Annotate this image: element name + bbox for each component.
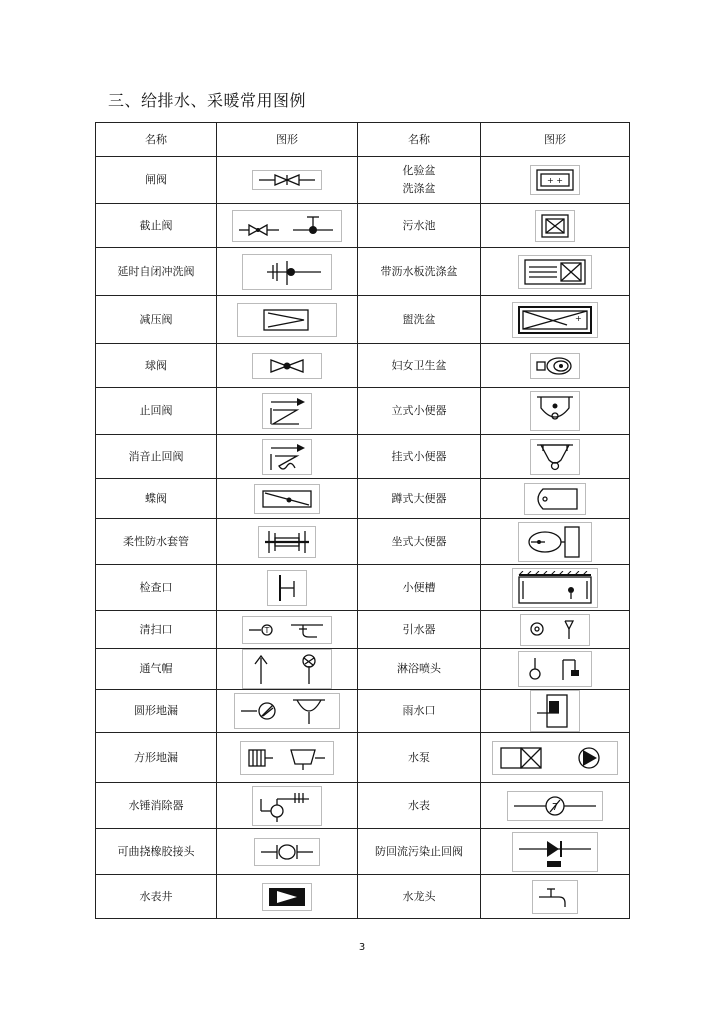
table-row <box>96 157 630 204</box>
header-name-right: 名称 <box>358 123 481 157</box>
item-symbol-right <box>481 204 630 248</box>
item-name-right: 蹲式大便器 <box>358 479 481 519</box>
item-name-right: 立式小便器 <box>358 388 481 435</box>
item-symbol-left <box>217 829 358 875</box>
item-symbol-left <box>217 565 358 611</box>
sewage-basin-icon <box>535 210 575 242</box>
item-name-right: 化验盆 洗涤盆 <box>358 157 481 204</box>
urinal-trough-icon <box>512 568 598 608</box>
item-symbol-left <box>217 296 358 344</box>
item-name-right: 污水池 <box>358 204 481 248</box>
svg-text:T: T <box>264 625 270 635</box>
shower-head-icon <box>518 651 592 687</box>
legend-table <box>95 122 630 919</box>
item-symbol-left <box>217 611 358 649</box>
item-name-right: 防回流污染止回阀 <box>358 829 481 875</box>
item-name-left: 延时自闭冲洗阀 <box>96 248 217 296</box>
svg-text:+ +: + + <box>547 176 563 185</box>
cleanout-icon <box>242 616 332 644</box>
item-name-right: 挂式小便器 <box>358 435 481 479</box>
item-symbol-right <box>481 296 630 344</box>
table-row <box>96 204 630 248</box>
item-symbol-left <box>217 435 358 479</box>
table-row <box>96 565 630 611</box>
table-row <box>96 296 630 344</box>
butterfly-valve-icon <box>254 484 320 514</box>
item-name-right: 水龙头 <box>358 875 481 919</box>
item-name-left: 截止阀 <box>96 204 217 248</box>
item-name-right: 坐式大便器 <box>358 519 481 565</box>
standing-urinal-icon <box>530 391 580 431</box>
table-row <box>96 479 630 519</box>
meter-well-icon <box>262 883 312 911</box>
item-symbol-left <box>217 248 358 296</box>
table-header-row <box>96 123 630 157</box>
table-row <box>96 733 630 783</box>
item-symbol-right <box>481 649 630 690</box>
table-row <box>96 611 630 649</box>
item-symbol-left <box>217 479 358 519</box>
item-symbol-right <box>481 829 630 875</box>
item-symbol-left <box>217 649 358 690</box>
item-symbol-right <box>481 611 630 649</box>
item-symbol-left <box>217 204 358 248</box>
item-name-left: 水表井 <box>96 875 217 919</box>
square-floor-drain-icon <box>240 741 334 775</box>
item-symbol-right <box>481 479 630 519</box>
delay-flush-valve-icon <box>242 254 332 290</box>
item-name-right: 水表 <box>358 783 481 829</box>
item-symbol-right <box>481 733 630 783</box>
section-title: 三、给排水、采暖常用图例 <box>108 91 307 110</box>
table-row <box>96 783 630 829</box>
drainboard-sink-icon <box>518 255 592 289</box>
item-symbol-left <box>217 344 358 388</box>
vent-cap-icon <box>242 649 332 689</box>
water-meter-icon <box>507 791 603 821</box>
item-symbol-right <box>481 344 630 388</box>
header-symbol-right: 图形 <box>481 123 630 157</box>
item-name-left: 通气帽 <box>96 649 217 690</box>
item-name-right: 妇女卫生盆 <box>358 344 481 388</box>
item-name-right: 水泵 <box>358 733 481 783</box>
bidet-icon <box>530 353 580 379</box>
item-symbol-left <box>217 733 358 783</box>
flexible-waterproof-sleeve-icon <box>258 526 316 558</box>
check-valve-icon <box>262 393 312 429</box>
svg-text:7: 7 <box>551 801 559 813</box>
item-symbol-right <box>481 783 630 829</box>
item-name-left: 消音止回阀 <box>96 435 217 479</box>
item-name-left: 水锤消除器 <box>96 783 217 829</box>
globe-valve-icon <box>232 210 342 242</box>
item-symbol-right <box>481 248 630 296</box>
item-name-left: 圆形地漏 <box>96 690 217 733</box>
item-name-left: 闸阀 <box>96 157 217 204</box>
item-symbol-left <box>217 519 358 565</box>
inspection-port-icon <box>267 570 307 606</box>
item-symbol-right <box>481 157 630 204</box>
flexible-rubber-joint-icon <box>254 838 320 866</box>
header-name-left: 名称 <box>96 123 217 157</box>
pressure-reducing-valve-icon <box>237 303 337 337</box>
item-name-right: 小便槽 <box>358 565 481 611</box>
table-row <box>96 649 630 690</box>
table-row <box>96 829 630 875</box>
table-row <box>96 690 630 733</box>
table-row <box>96 435 630 479</box>
round-floor-drain-icon <box>234 693 340 729</box>
page-number: 3 <box>358 942 366 953</box>
wash-basin-icon <box>512 302 598 338</box>
backflow-preventer-icon <box>512 832 598 872</box>
water-pump-icon <box>492 741 618 775</box>
table-row <box>96 519 630 565</box>
item-symbol-left <box>217 157 358 204</box>
wall-urinal-icon <box>530 439 580 475</box>
item-name-left: 方形地漏 <box>96 733 217 783</box>
item-symbol-left <box>217 783 358 829</box>
rainwater-inlet-icon <box>530 690 580 732</box>
item-name-left: 可曲挠橡胶接头 <box>96 829 217 875</box>
table-row <box>96 344 630 388</box>
seat-toilet-icon <box>518 522 592 562</box>
item-name-left: 球阀 <box>96 344 217 388</box>
item-symbol-left <box>217 875 358 919</box>
item-symbol-left <box>217 690 358 733</box>
item-symbol-right <box>481 565 630 611</box>
item-symbol-right <box>481 388 630 435</box>
table-row <box>96 248 630 296</box>
item-name-right: 盥洗盆 <box>358 296 481 344</box>
squat-toilet-icon <box>524 483 586 515</box>
water-diverter-icon <box>520 614 590 646</box>
item-symbol-right <box>481 435 630 479</box>
item-name-left: 柔性防水套管 <box>96 519 217 565</box>
svg-text:+: + <box>575 313 582 323</box>
item-name-right: 淋浴喷头 <box>358 649 481 690</box>
item-name-left: 检查口 <box>96 565 217 611</box>
item-symbol-right <box>481 519 630 565</box>
item-name-right: 引水器 <box>358 611 481 649</box>
table-row <box>96 388 630 435</box>
item-name-left: 清扫口 <box>96 611 217 649</box>
gate-valve-icon <box>252 170 322 190</box>
item-name-left: 蝶阀 <box>96 479 217 519</box>
item-name-right: 带沥水板洗涤盆 <box>358 248 481 296</box>
item-name-right: 雨水口 <box>358 690 481 733</box>
item-name-left: 减压阀 <box>96 296 217 344</box>
faucet-icon <box>532 880 578 914</box>
item-symbol-right <box>481 875 630 919</box>
item-name-left: 止回阀 <box>96 388 217 435</box>
item-symbol-left <box>217 388 358 435</box>
water-hammer-arrester-icon <box>252 786 322 826</box>
header-symbol-left: 图形 <box>217 123 358 157</box>
silent-check-valve-icon <box>262 439 312 475</box>
item-symbol-right <box>481 690 630 733</box>
ball-valve-icon <box>252 353 322 379</box>
lab-sink-icon <box>530 165 580 195</box>
table-row <box>96 875 630 919</box>
